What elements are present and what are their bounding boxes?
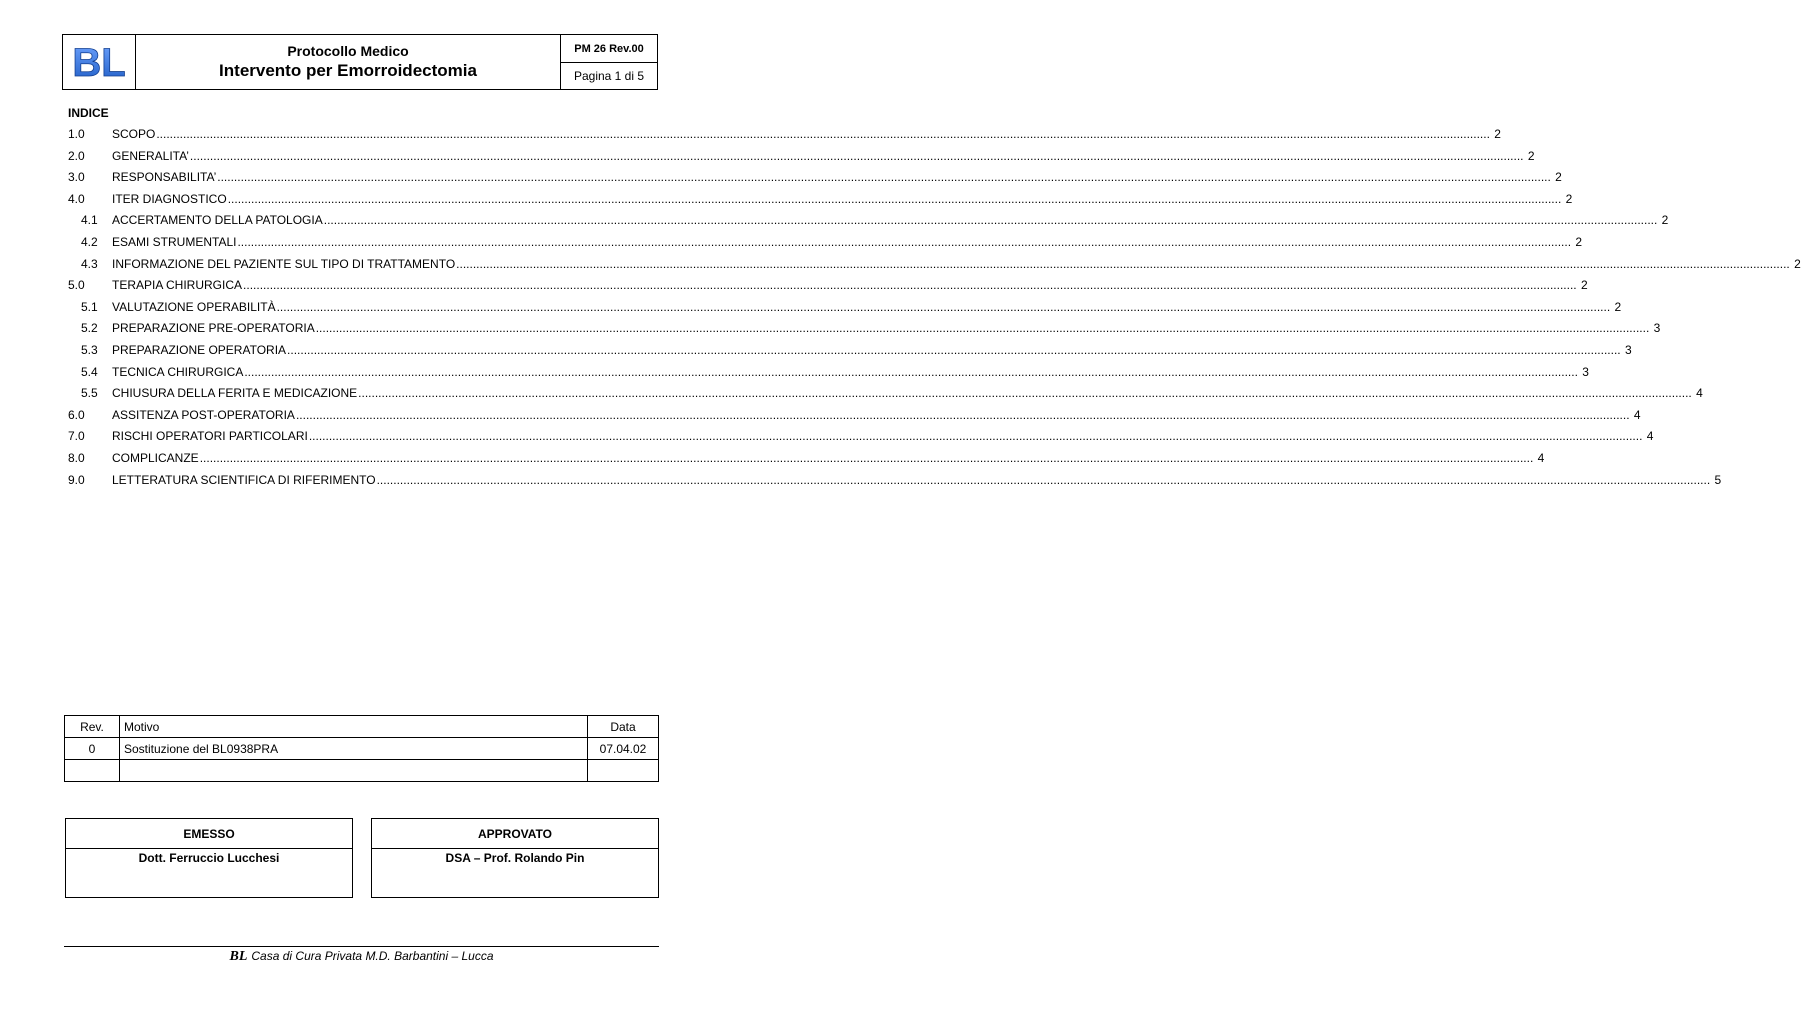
toc-number: 8.0 [68,450,85,465]
toc-label: TECNICA CHIRURGICA [112,364,244,379]
toc-leader: ................................................................................................................................................................................................................................................................................................................................................................................................................ [295,407,1630,422]
toc-entry [68,256,1801,279]
emesso-name: Dott. Ferruccio Lucchesi [138,851,280,865]
toc-leader: ................................................................................................................................................................................................................................................................................................................................................................................................................ [243,278,1577,293]
index-title: INDICE [68,106,109,120]
toc-page-number: 2 [1555,170,1562,185]
toc-number: 6.0 [68,407,85,422]
toc-number: 4.3 [81,256,98,271]
rev-cell [65,760,120,782]
footer-text: Casa di Cura Privata M.D. Barbantini – Lucca [251,949,494,963]
toc-page-number: 4 [1696,386,1703,401]
toc-page-number: 2 [1527,148,1535,163]
footer [64,949,659,965]
toc-entry [68,342,1632,365]
data-header: Data [588,716,659,738]
toc-label: GENERALITA’ [112,148,189,163]
toc-entry [68,234,1583,257]
toc-page-number: 3 [1624,342,1632,357]
toc-number: 4.0 [68,191,85,206]
toc-entry [68,213,1669,235]
toc-label: LETTERATURA SCIENTIFICA DI RIFERIMENTO [112,472,376,487]
toc-number: 1.0 [68,127,85,141]
emesso-label: EMESSO [66,819,352,849]
document-code: PM 26 Rev.00 [561,35,657,63]
toc-label: INFORMAZIONE DEL PAZIENTE SUL TIPO DI TRATTAMENTO [112,256,456,271]
toc-page-number: 2 [1794,256,1801,271]
toc-page-number: 2 [1614,299,1622,314]
toc-page-number: 4 [1537,450,1545,465]
toc-number: 5.2 [81,321,98,336]
toc-label: SCOPO [112,127,156,141]
toc-page-number: 4 [1633,407,1641,422]
revision-row [65,760,659,782]
toc-number: 5.1 [81,299,98,314]
toc-leader: ................................................................................................................................................................................................................................................................................................................................................................................................................ [189,148,1524,163]
toc-page-number: 2 [1661,213,1669,228]
toc-number: 5.3 [81,342,98,357]
toc-leader: ................................................................................................................................................................................................................................................................................................................................................................................................................ [376,472,1711,487]
toc-label: ACCERTAMENTO DELLA PATOLOGIA [112,213,323,228]
toc-entry [68,472,1722,495]
svg-text:BL: BL [72,41,126,85]
toc-leader: ................................................................................................................................................................................................................................................................................................................................................................................................................ [315,321,1650,336]
toc-number: 2.0 [68,148,85,163]
revision-table [64,715,659,782]
approvato-box [371,818,659,898]
approvato-name: DSA – Prof. Rolando Pin [445,851,585,865]
revision-header-row [65,716,659,738]
toc-leader: ................................................................................................................................................................................................................................................................................................................................................................................................................ [237,234,1572,249]
toc-entry [68,191,1573,214]
toc-page-number: 4 [1646,429,1654,444]
toc-entry [68,299,1622,322]
toc-number: 7.0 [68,429,85,444]
motivo-cell [120,760,588,782]
toc-entry [68,386,1703,408]
toc-entry [68,321,1661,343]
toc-page-number: 2 [1580,278,1588,293]
toc-number: 4.1 [81,213,98,228]
toc-entry [68,127,1501,149]
toc-page-number: 3 [1582,364,1589,379]
toc-entry [68,148,1535,171]
toc-page-number: 3 [1653,321,1661,336]
footer-divider [64,946,659,947]
data-cell: 07.04.02 [588,738,659,760]
toc-leader: ................................................................................................................................................................................................................................................................................................................................................................................................................ [456,256,1790,271]
toc-page-number: 2 [1575,234,1583,249]
toc-page-number: 2 [1494,127,1501,141]
toc-label: VALUTAZIONE OPERABILITÀ [112,299,276,314]
toc-number: 9.0 [68,472,85,487]
toc-entry [68,278,1588,300]
toc-leader: ................................................................................................................................................................................................................................................................................................................................................................................................................ [308,429,1643,444]
toc-label: RISCHI OPERATORI PARTICOLARI [112,429,308,444]
toc-entry [68,170,1562,192]
data-cell [588,760,659,782]
rev-header: Rev. [65,716,120,738]
toc-label: COMPLICANZE [112,450,199,465]
toc-entry [68,450,1545,473]
bl-logo [71,41,127,85]
toc-leader: ................................................................................................................................................................................................................................................................................................................................................................................................................ [358,386,1692,401]
toc-leader: ................................................................................................................................................................................................................................................................................................................................................................................................................ [199,450,1534,465]
emesso-box [65,818,353,898]
toc-leader: ................................................................................................................................................................................................................................................................................................................................................................................................................ [217,170,1551,185]
logo-cell [63,35,136,89]
toc-label: ASSITENZA POST-OPERATORIA [112,407,295,422]
toc-number: 3.0 [68,170,85,185]
toc-leader: ................................................................................................................................................................................................................................................................................................................................................................................................................ [227,191,1562,206]
revision-row [65,738,659,760]
page-indicator: Pagina 1 di 5 [573,69,645,83]
document-type: Protocollo Medico [287,43,409,59]
approvato-label: APPROVATO [372,819,658,849]
header-meta [561,35,657,89]
toc-label: ESAMI STRUMENTALI [112,234,237,249]
footer-logo: BL [229,949,248,964]
toc-leader: ................................................................................................................................................................................................................................................................................................................................................................................................................ [323,213,1658,228]
rev-cell: 0 [65,738,120,760]
toc-number: 5.5 [81,386,98,401]
toc-label: CHIUSURA DELLA FERITA E MEDICAZIONE [112,386,358,401]
toc-label: PREPARAZIONE OPERATORIA [112,342,287,357]
toc-label: ITER DIAGNOSTICO [112,191,227,206]
toc-number: 4.2 [81,234,98,249]
toc-entry [68,407,1641,430]
toc-number: 5.0 [68,278,85,293]
toc-page-number: 2 [1565,191,1573,206]
toc-leader: ................................................................................................................................................................................................................................................................................................................................................................................................................ [156,127,1490,141]
toc-leader: ................................................................................................................................................................................................................................................................................................................................................................................................................ [276,299,1611,314]
toc-entry [68,429,1654,451]
table-of-contents [68,127,1801,494]
toc-label: RESPONSABILITA’ [112,170,217,185]
toc-leader: ................................................................................................................................................................................................................................................................................................................................................................................................................ [244,364,1578,379]
toc-page-number: 5 [1714,472,1722,487]
document-header [62,34,658,90]
toc-label: PREPARAZIONE PRE-OPERATORIA [112,321,315,336]
toc-entry [68,364,1589,387]
header-title [136,35,561,89]
document-title: Intervento per Emorroidectomia [219,61,477,80]
toc-label: TERAPIA CHIRURGICA [112,278,243,293]
toc-number: 5.4 [81,364,98,379]
motivo-cell: Sostituzione del BL0938PRA [120,738,588,760]
toc-leader: ................................................................................................................................................................................................................................................................................................................................................................................................................ [287,342,1621,357]
motivo-header: Motivo [120,716,588,738]
